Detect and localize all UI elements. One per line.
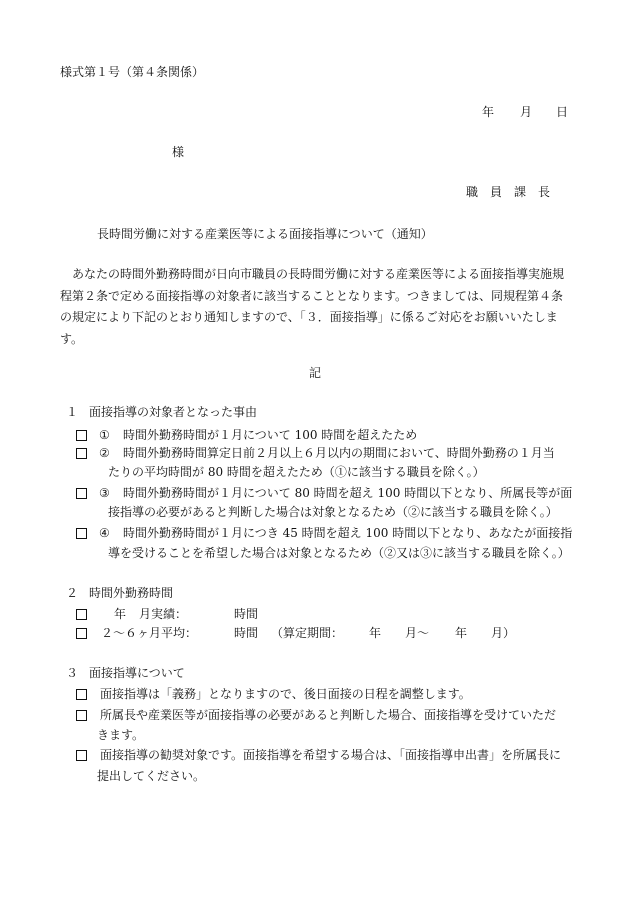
guidance-3-text: 面接指導の勧奨対象です。面接指導を希望する場合は、「面接指導申出書」を所属長に <box>100 748 562 762</box>
reason-3-text: 時間外勤務時間が１月について 80 時間を超え 100 時間以下となり、所属長等が面 <box>123 486 573 500</box>
body-paragraph: あなたの時間外勤務時間が日向市職員の長時間労働に対する産業医等による面接指導実施規程第２条で定める面接指導の対象者に該当することとなります。つきましては、同規程第４条の規定により下記のとおり通知しますので、「３．面接指導」に係るご対応をお願いいたします。 <box>60 267 565 346</box>
monthly-year-label: 年 <box>114 607 127 621</box>
reason-2-text: 時間外勤務時間算定日前２月以上６月以内の期間において、時間外勤務の１月当 <box>123 446 555 460</box>
checkbox-monthly-hours[interactable] <box>76 609 87 620</box>
section2-heading: 時間外勤務時間 <box>89 586 174 600</box>
form-label: 様式第１号（第４条関係） <box>60 65 205 79</box>
checkbox-guidance-2[interactable] <box>76 710 87 721</box>
reason-2-text-cont: たりの平均時間が 80 時間を超えたため（①に該当する職員を除く。） <box>108 465 485 479</box>
section1-heading: 面接指導の対象者となった事由 <box>89 405 258 419</box>
date-month-label: 月 <box>520 105 533 119</box>
calc-period-label: （算定期間： <box>271 626 344 640</box>
period-start-year: 年 <box>369 626 382 640</box>
reason-4-marker: ④ <box>99 526 110 540</box>
reason-1-text: 時間外勤務時間が１月について 100 時間を超えたため <box>123 428 418 442</box>
reason-1-marker: ① <box>99 428 110 442</box>
checkbox-guidance-3[interactable] <box>76 750 87 761</box>
period-end-year: 年 <box>455 626 468 640</box>
section3-number: ３ <box>66 666 79 680</box>
reason-3-text-cont: 接指導の必要があると判断した場合は対象となるため（②に該当する職員を除く。） <box>108 505 558 519</box>
section3-heading: 面接指導について <box>89 666 185 680</box>
average-label: ２〜６ヶ月平均： <box>101 626 198 640</box>
checkbox-guidance-1[interactable] <box>76 689 87 700</box>
date-day-label: 日 <box>556 105 569 119</box>
section2-number: ２ <box>66 586 79 600</box>
document-title: 長時間労働に対する産業医等による面接指導について（通知） <box>97 227 433 241</box>
checkbox-reason-1[interactable] <box>76 430 87 441</box>
period-end-month: 月） <box>491 626 516 640</box>
section1-number: １ <box>66 405 79 419</box>
reason-4-text: 時間外勤務時間が１月につき 45 時間を超え 100 時間以下となり、あなたが面接指 <box>123 526 573 540</box>
guidance-2-text-cont: きます。 <box>97 728 145 742</box>
period-start-month: 月〜 <box>405 626 430 640</box>
addressee-suffix: 様 <box>172 145 185 159</box>
guidance-3-text-cont: 提出してください。 <box>97 769 206 783</box>
reason-2-marker: ② <box>99 446 110 460</box>
guidance-2-text: 所属長や産業医等が面接指導の必要があると判断した場合、面接指導を受けていただ <box>100 708 557 722</box>
reason-3-marker: ③ <box>99 486 110 500</box>
average-hours-label: 時間 <box>234 626 259 640</box>
sender: 職 員 課 長 <box>466 185 551 199</box>
monthly-month-label: 月実績： <box>139 607 188 621</box>
checkbox-reason-3[interactable] <box>76 488 87 499</box>
guidance-1-text: 面接指導は「義務」となりますので、後日面接の日程を調整します。 <box>100 687 471 701</box>
reason-4-text-cont: 導を受けることを希望した場合は対象となるため（②又は③に該当する職員を除く。） <box>108 546 570 560</box>
checkbox-reason-4[interactable] <box>76 528 87 539</box>
ki-label: 記 <box>309 366 322 380</box>
checkbox-average-hours[interactable] <box>76 628 87 639</box>
monthly-hours-label: 時間 <box>234 607 259 621</box>
checkbox-reason-2[interactable] <box>76 448 87 459</box>
date-year-label: 年 <box>482 105 495 119</box>
